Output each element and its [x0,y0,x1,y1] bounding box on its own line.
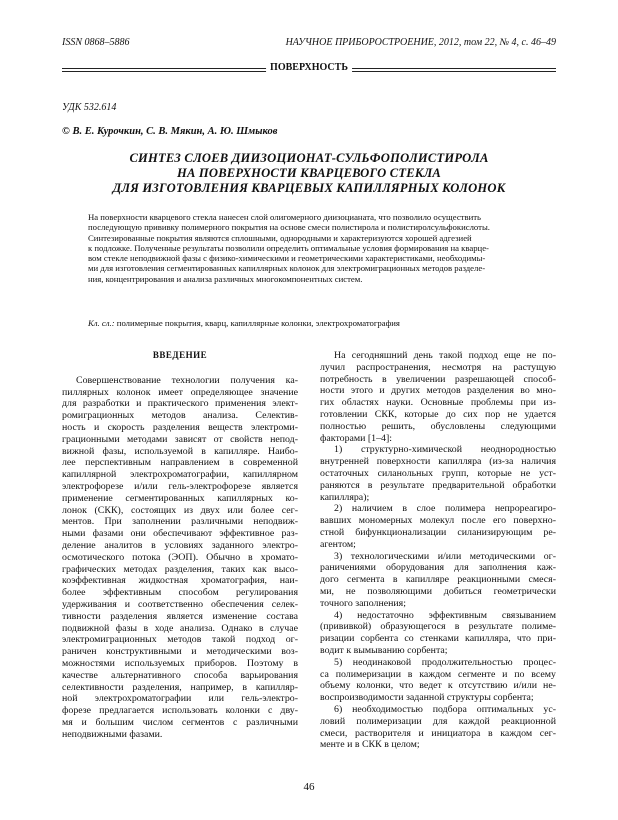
text-line: вижной фазы, используемой в капилляре. Наибо- [62,445,298,457]
text-line: раничениями оборудования для заполнения каж- [320,562,556,574]
text-line: Совершенствование технологии получения ка- [76,374,298,386]
text-line: лонок (СКК), состоящих из двух или более сег- [62,504,298,516]
text-line: водит к вымыванию сорбента; [320,644,448,656]
text-line: внутренней поверхности капилляра (из-за наличия [320,456,556,468]
title-line: СИНТЕЗ СЛОЕВ ДИИЗОЦИОНАТ-СУЛЬФОПОЛИСТИРОЛА [129,151,489,165]
text-line: осмотического потока (ЭОП). Обычно в хромато- [62,551,298,563]
abstract-line: ния, концентрирования и анализа различных многокомпонентных систем. [88,273,363,284]
text-line: 3) технологическими и/или методическими ог- [334,550,556,562]
abstract-line: Синтезированные покрытия являются сплошными, однородными и характеризуются хорошей адгезией [88,232,472,243]
text-line: мя и большим числом сегментов с различными [62,716,298,728]
text-line: са полимеризации в каждом сегменте и по всему [320,668,556,680]
title-line: ДЛЯ ИЗГОТОВЛЕНИЯ КВАРЦЕВЫХ КАПИЛЛЯРНЫХ КОЛОНОК [112,181,506,195]
keywords-text: полимерные покрытия, кварц, капиллярные колонки, электрохроматография [114,318,400,328]
abstract-line: На поверхности кварцевого стекла нанесен слой олигомерного диизоцианата, что позволило осуществить [88,212,481,222]
introduction-heading: ВВЕДЕНИЕ [152,350,208,360]
text-line: качестве альтернативного способа варьирования [62,669,298,681]
text-line: ности этого и других методов разделения во мно- [320,385,556,397]
text-line: ной электрохроматографии или гель-электро- [62,693,298,705]
text-line: остаточных силанольных групп, которые не уст- [320,467,556,479]
text-line: 5) неодинаковой продолжительностью процес- [334,656,556,668]
text-line: менте и в СКК в целом; [320,739,420,751]
text-line: подвижной фазы в ходе анализа. Однако в случае [62,622,298,634]
text-line: (прививкой) образующегося в результате полиме- [320,621,556,633]
text-line: ловий полимеризации для каждой реакционной [320,715,556,727]
text-line: удерживания и соответственно обеспечения селек- [62,598,298,610]
text-line: воспроизводимости заданной структуры сорбента; [320,692,534,704]
text-line: раничен конструктивными и методическими воз- [62,646,298,658]
left-column [62,350,298,741]
text-line: 6) необходимостью подбора оптимальных ус- [334,703,556,715]
text-line: гих областях науки. Основные проблемы при из- [320,397,556,409]
section-rule [62,62,556,74]
text-line: потребность в увеличении разрешающей способ- [320,373,556,385]
text-line: пиллярных колонок имеет определяющее значение [62,386,298,398]
text-line: можностями используемых приборов. Поэтому в [62,657,298,669]
text-line: лучил распространения, несмотря на растущую [320,361,556,373]
authors: © В. Е. Курочкин, С. В. Мякин, А. Ю. Шмыков [62,126,278,137]
text-line: капиллярной электрохроматографии, капиллярном [62,469,298,481]
text-line: ромиграционных методов анализа. Селектив- [62,410,298,422]
text-line: стной бифункционализации силанизирующим ре- [320,526,556,538]
abstract-line: вом стекле неподвижной фазы с физико-химическими и геометрическими характеристиками, необходимы- [88,253,486,264]
text-line: готовлении СКК, которые до сих пор не удается [320,408,556,420]
text-line: смеси, растворителя и инициатора в каждом сег- [320,727,556,739]
abstract-line: ми для изготовления сегментированных капиллярных колонок для электромиграционных методов разделе- [88,263,486,274]
text-line: 4) недостаточно эффективным связыванием [334,609,556,621]
text-line: раняются в результате предварительной обработки [320,479,556,491]
text-line: точного заполнения; [320,597,406,609]
text-line: На сегодняшний день такой подход еще не по- [334,350,556,361]
text-line: коэффективная жидкостная хроматография, наи- [62,575,298,587]
page-number: 46 [303,781,315,793]
text-line: грационными методами зависят от свойств непод- [62,433,298,445]
keywords [88,318,544,328]
text-line: форезе предлагается использовать колонки с дву- [62,705,298,717]
text-line: более эффективным способом регулирования [62,587,298,599]
text-line: деление аналитов в условиях заданного электро- [62,539,298,551]
text-line: вавших мономерных молекул после его поверхно- [320,515,556,527]
text-line: лее перспективным направлением в современной [62,457,298,469]
text-line: графических методах разделения, таких как высо- [62,563,298,575]
abstract-line: последующую прививку полимерного покрытия на основе смеси полистирола и полистиролсульфокислоты. [88,222,490,233]
abstract-line: к подложке. Полученные результаты позволили определить оптимальные условия формирования на кварце- [88,242,489,253]
text-line: ность и скорость разделения веществ электроми- [62,421,298,433]
keywords-label: Кл. сл.: [88,318,115,328]
text-line: полностью решить, обусловлены следующими [320,420,556,432]
text-line: селективности разделения, например, в капилляр- [62,681,298,693]
text-line: неподвижными фазами. [62,728,163,740]
journal-citation: НАУЧНОЕ ПРИБОРОСТРОЕНИЕ, 2012, том 22, № 4, с. 46–49 [285,37,556,48]
text-line: ми, не позволяющими добиться геометрически [320,585,556,597]
text-line: ными фазами они обеспечивают эффективное раз- [62,528,298,540]
right-column [320,350,556,751]
text-line: электрофорезе и/или гель-электрофорезе является [62,480,298,492]
text-line: капилляра); [320,491,370,503]
title-line: НА ПОВЕРХНОСТИ КВАРЦЕВОГО СТЕКЛА [176,166,442,180]
text-line: для разработки и практического применения элект- [62,398,298,410]
section-label: ПОВЕРХНОСТЬ [266,62,352,73]
text-line: 1) структурно-химической неоднородностью [334,444,556,456]
article-title [62,151,556,196]
text-line: применение сегментированных капиллярных ко- [62,492,298,504]
text-line: ризации сорбента со стенками капилляра, что при- [320,633,556,645]
text-line: агентом; [320,538,356,550]
text-line: дого сегмента в капилляре реакционными смеся- [320,574,556,586]
udk-code: УДК 532.614 [62,102,117,113]
text-line: электромиграционных методов такой подход ог- [62,634,298,646]
text-line: факторами [1–4]: [320,432,393,444]
abstract [88,212,544,284]
journal-issn: ISSN 0868–5886 [62,37,130,48]
text-line: 2) наличием в слое полимера непрореагиро- [334,503,556,515]
text-line: объему колонки, что ведет к отсутствию и/или не- [320,680,556,692]
text-line: ментов. При заполнении различными неподвиж- [62,516,298,528]
text-line: тивности разделения является изменение состава [62,610,298,622]
